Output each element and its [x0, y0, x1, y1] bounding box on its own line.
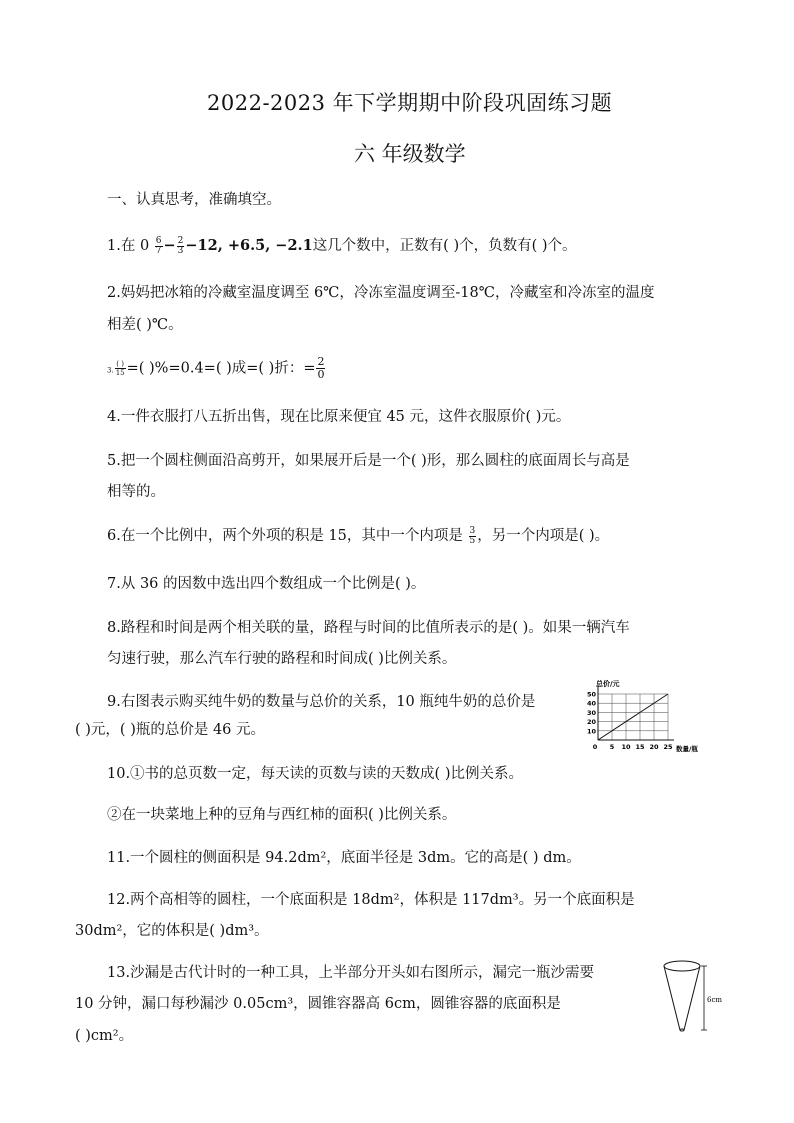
question-1 — [107, 234, 577, 256]
cone-left-edge — [664, 966, 680, 1030]
chart-y-tick-label: 40 — [586, 699, 596, 708]
question-11: 11.一个圆柱的侧面积是 94.2dm²，底面半径是 3dm。它的高是( ) dm。 — [107, 850, 581, 866]
q6-fraction: $\frac{3}{5}$ — [469, 525, 476, 546]
q6-prefix: 6.在一个比例中，两个外项的积是 15，其中一个内项是 — [107, 528, 468, 544]
chart-y-tick-label: 50 — [586, 690, 596, 699]
q1-fraction-1: $\frac{6}{7}$ — [155, 235, 162, 256]
chart-layer — [587, 679, 698, 753]
chart-x-axis-label: 数量/瓶 — [676, 745, 698, 753]
chart-x-tick-label: 20 — [649, 743, 659, 751]
question-2-line-2: 相差( )℃。 — [107, 317, 183, 333]
question-9-line-1: 9.右图表示购买纯牛奶的数量与总价的关系，10 瓶纯牛奶的总价是 — [107, 694, 536, 710]
question-10-line-2: ②在一块菜地上种的豆角与西红柿的面积( )比例关系。 — [107, 807, 457, 823]
chart-x-tick-label: 10 — [621, 743, 631, 751]
question-5-line-2: 相等的。 — [107, 484, 165, 500]
cone-figure — [660, 958, 723, 1038]
chart-origin-label: 0 — [592, 743, 598, 751]
chart-y-tick-label: 10 — [586, 727, 596, 736]
chart-y-tick-label: 30 — [586, 708, 596, 717]
q3-fraction-2: $\frac{2}{0}$ — [317, 355, 325, 381]
question-5-line-1: 5.把一个圆柱侧面沿高剪开，如果展开后是一个( )形，那么圆柱的底面周长与高是 — [107, 453, 630, 469]
question-2-line-1: 2.妈妈把冰箱的冷藏室温度调至 6℃，冷冻室温度调至-18℃，冷藏室和冷冻室的温度 — [107, 285, 655, 301]
question-6 — [107, 524, 609, 546]
chart-x-tick-label: 25 — [663, 743, 673, 751]
chart-series-line — [598, 694, 668, 740]
page-subtitle: 六 年级数学 — [354, 142, 466, 166]
cone-tip — [680, 1029, 684, 1031]
question-13-line-2: 10 分钟，漏口每秒漏沙 0.05cm³，圆锥容器高 6cm，圆锥容器的底面积是 — [75, 996, 561, 1012]
cone-height-label: 6cm — [707, 996, 723, 1004]
cone-right-edge — [684, 966, 700, 1030]
question-10-line-1: 10.①书的总页数一定，每天读的页数与读的天数成( )比例关系。 — [107, 766, 523, 782]
q3-fraction-1: $\frac{( )}{15}$ — [115, 360, 125, 377]
question-7: 7.从 36 的因数中选出四个数组成一个比例是( )。 — [107, 576, 426, 592]
question-4: 4.一件衣服打八五折出售，现在比原来便宜 45 元，这件衣服原价( )元。 — [107, 409, 571, 425]
q3-middle: =( )%=0.4=( )成=( )折：= — [126, 360, 316, 377]
q1-sign: − — [163, 237, 176, 254]
chart-x-tick-label: 5 — [609, 743, 615, 751]
q3-prefix: 3. — [107, 366, 114, 375]
q1-suffix: 这几个数中，正数有( )个，负数有( )个。 — [312, 238, 577, 254]
price-quantity-chart — [578, 678, 718, 758]
q1-fraction-2: $\frac{2}{3}$ — [177, 235, 184, 256]
chart-x-tick-label: 15 — [635, 743, 645, 751]
question-8-line-1: 8.路程和时间是两个相关联的量，路程与时间的比值所表示的是( )。如果一辆汽车 — [107, 620, 630, 636]
chart-y-tick-label: 20 — [586, 718, 596, 727]
q6-suffix: ，另一个内项是( )。 — [477, 528, 610, 544]
question-12-line-1: 12.两个高相等的圆柱，一个底面积是 18dm²，体积是 117dm³。另一个底面积是 — [107, 892, 635, 908]
question-12-line-2: 30dm²，它的体积是( )dm³。 — [75, 923, 269, 939]
q1-numbers: −12, +6.5̇, −2.1 — [185, 237, 313, 254]
question-13-line-3: ( )cm²。 — [75, 1028, 134, 1044]
question-8-line-2: 匀速行驶，那么汽车行驶的路程和时间成( )比例关系。 — [107, 651, 457, 667]
question-3 — [107, 356, 326, 381]
chart-y-axis-label: 总价/元 — [596, 680, 620, 688]
cone-top-ellipse — [664, 961, 700, 971]
section-heading: 一、认真思考，准确填空。 — [107, 192, 281, 208]
page-title: 2022-2023 年下学期期中阶段巩固练习题 — [207, 91, 613, 115]
question-13-line-1: 13.沙漏是古代计时的一种工具，上半部分开头如右图所示，漏完一瓶沙需要 — [107, 965, 595, 981]
q1-prefix: 1.在 0 — [107, 238, 154, 254]
question-9-line-2: ( )元，( )瓶的总价是 46 元。 — [75, 722, 266, 738]
